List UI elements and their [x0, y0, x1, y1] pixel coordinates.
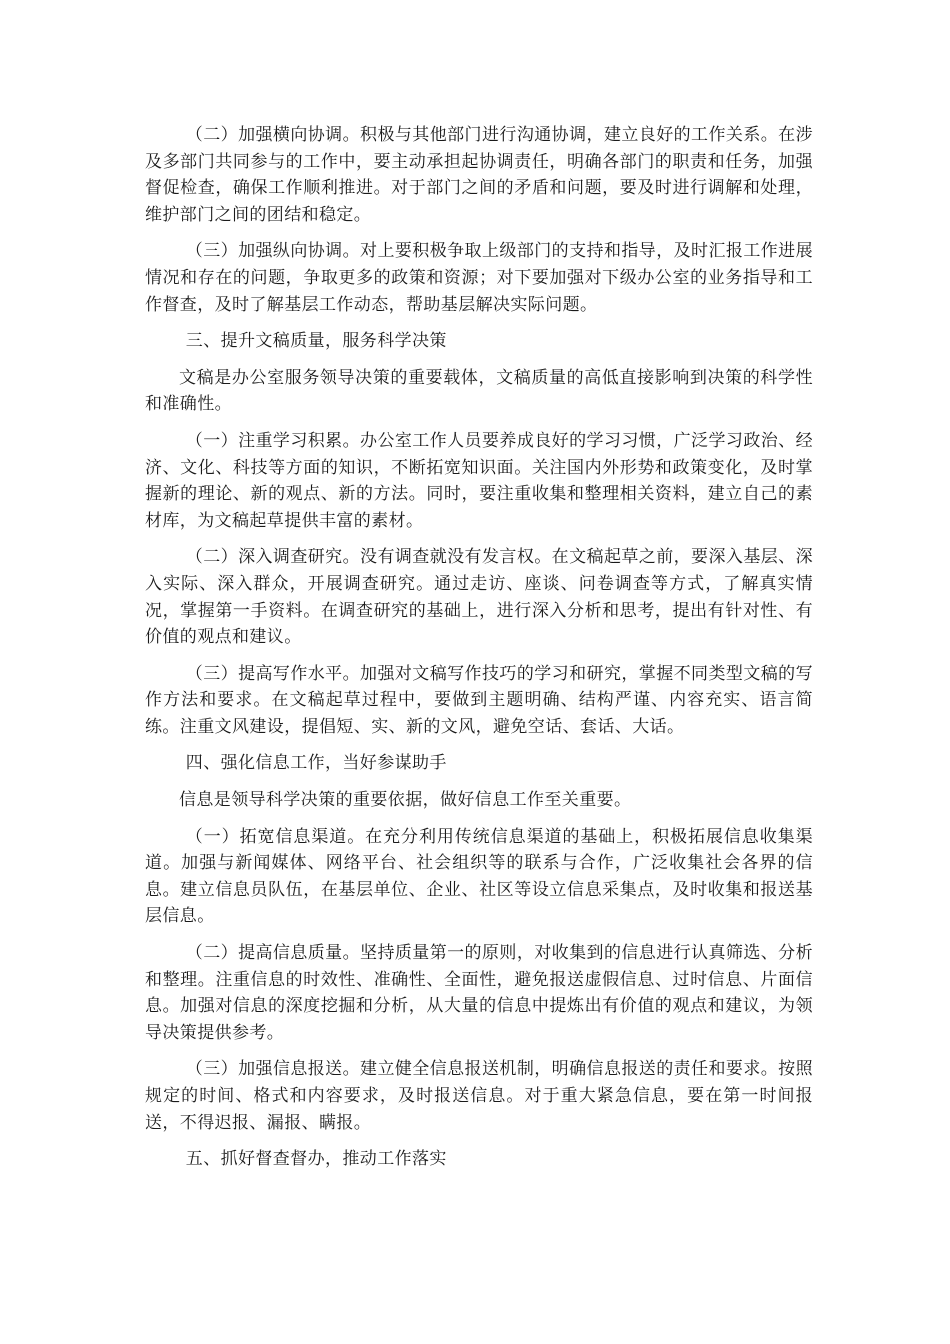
section-heading-5: 五、抓好督查督办，推动工作落实 — [185, 1149, 447, 1170]
section-heading-3: 三、提升文稿质量，服务科学决策 — [185, 331, 447, 352]
paragraph-research: （二）深入调查研究。没有调查就没有发言权。在文稿起草之前，要深入基层、深入实际、深入群众，开展调查研究。通过走访、座谈、问卷调查等方式，了解真实情况，掌握第一手资料。在调查研究的基础上，进行深入分析和思考，提出有针对性、有价值的观点和建议。 — [145, 547, 813, 648]
document-body — [145, 122, 813, 1183]
paragraph-info-channels: （一）拓宽信息渠道。在充分利用传统信息渠道的基础上，积极拓展信息收集渠道。加强与新闻媒体、网络平台、社会组织等的联系与合作，广泛收集社会各界的信息。建立信息员队伍，在基层单位、企业、社区等设立信息采集点，及时收集和报送基层信息。 — [145, 826, 813, 927]
paragraph-info-quality: （二）提高信息质量。坚持质量第一的原则，对收集到的信息进行认真筛选、分析和整理。注重信息的时效性、准确性、全面性，避免报送虚假信息、过时信息、片面信息。加强对信息的深度挖掘和分析，从大量的信息中提炼出有价值的观点和建议，为领导决策提供参考。 — [145, 943, 813, 1043]
paragraph-information-intro: 信息是领导科学决策的重要依据，做好信息工作至关重要。 — [179, 790, 632, 811]
paragraph-writing: （三）提高写作水平。加强对文稿写作技巧的学习和研究，掌握不同类型文稿的写作方法和要求。在文稿起草过程中，要做到主题明确、结构严谨、内容充实、语言简练。注重文风建设，提倡短、实、新的文风，避免空话、套话、大话。 — [145, 663, 813, 737]
section-heading-4: 四、强化信息工作，当好参谋助手 — [185, 753, 447, 774]
paragraph-vertical-coordination: （三）加强纵向协调。对上要积极争取上级部门的支持和指导，及时汇报工作进展情况和存在的问题，争取更多的政策和资源；对下要加强对下级办公室的业务指导和工作督查，及时了解基层工作动态，帮助基层解决实际问题。 — [145, 241, 813, 315]
paragraph-drafting-intro: 文稿是办公室服务领导决策的重要载体，文稿质量的高低直接影响到决策的科学性和准确性。 — [145, 367, 813, 415]
paragraph-info-reporting: （三）加强信息报送。建立健全信息报送机制，明确信息报送的责任和要求。按照规定的时间、格式和内容要求，及时报送信息。对于重大紧急信息，要在第一时间报送，不得迟报、漏报、瞒报。 — [145, 1059, 813, 1133]
paragraph-learning: （一）注重学习积累。办公室工作人员要养成良好的学习习惯，广泛学习政治、经济、文化、科技等方面的知识，不断拓宽知识面。关注国内外形势和政策变化，及时掌握新的理论、新的观点、新的方法。同时，要注重收集和整理相关资料，建立自己的素材库，为文稿起草提供丰富的素材。 — [145, 430, 813, 531]
paragraph-horizontal-coordination: （二）加强横向协调。积极与其他部门进行沟通协调，建立良好的工作关系。在涉及多部门共同参与的工作中，要主动承担起协调责任，明确各部门的职责和任务，加强督促检查，确保工作顺利推进。对于部门之间的矛盾和问题，要及时进行调解和处理，维护部门之间的团结和稳定。 — [145, 125, 813, 225]
